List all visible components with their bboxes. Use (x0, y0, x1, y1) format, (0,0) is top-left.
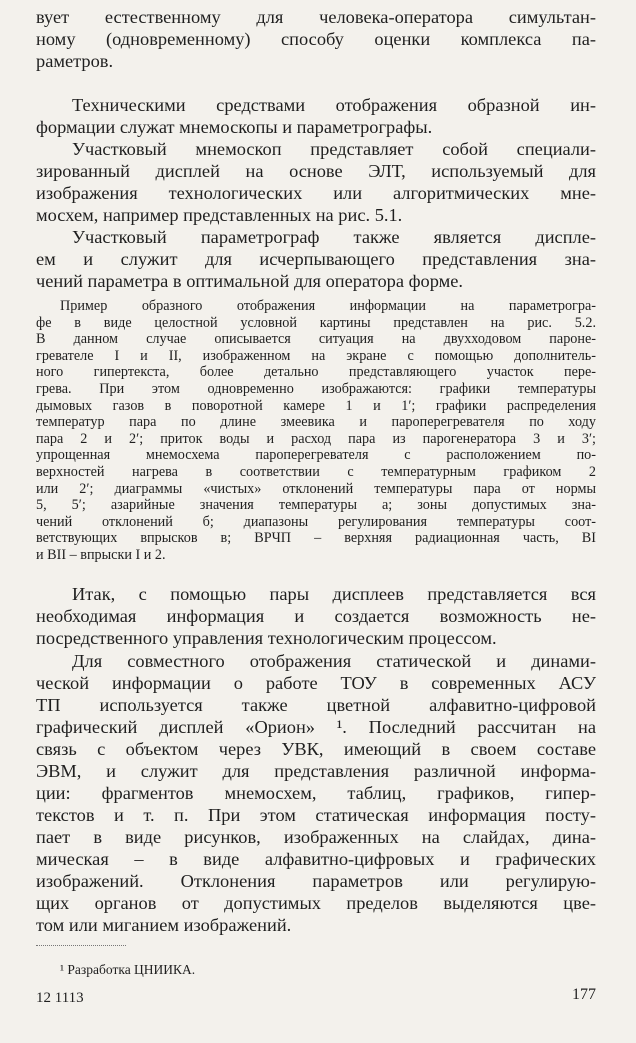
text-line: формации служат мнемоскопы и параметрографы. (36, 117, 433, 137)
text-line: грева. При этом одновременно изображаются: графики температуры (36, 381, 596, 397)
text-line: зированный дисплей на основе ЭЛТ, используемый для (36, 161, 596, 181)
page-number: 177 (572, 986, 596, 1003)
text-line: ТП используется также цветной алфавитно-цифровой (36, 695, 596, 715)
text-line: ем и служит для исчерпывающего представления зна- (36, 249, 596, 269)
text-line: упрощенная мнемосхема пароперегревателя с расположением по- (36, 447, 596, 464)
printer-signature: 12 1113 (36, 990, 84, 1006)
text-line: ЭВМ, и служит для представления различной информа- (36, 761, 596, 781)
text-line: посредственного управления технологическим процессом. (36, 628, 497, 648)
text-line: текстов и т. п. При этом статическая информация посту- (36, 805, 596, 825)
text-line: и ВII – впрыски I и 2. (36, 547, 166, 563)
text-line: ного гипертекста, более детально представляющего участок пере- (36, 364, 596, 381)
text-line: фе в виде целостной условной картины представлен на рис. 5.2. (36, 314, 596, 331)
text-line: пара 2 и 2′; приток воды и расход пара из парогенератора 3 и 3′; (36, 430, 596, 447)
text-line: мосхем, например представленных на рис. 5.1. (36, 205, 403, 225)
footnote-separator (36, 945, 126, 946)
text-line: изображений. Отклонения параметров или регулирую- (36, 871, 596, 891)
text-line: ному (одновременному) способу оценки комплекса па- (36, 29, 596, 49)
text-line: Пример образного отображения информации на параметрогра- (60, 298, 596, 314)
text-line: или 2′; диаграммы «чистых» отклонений температуры пара от нормы (36, 480, 596, 497)
text-line: В данном случае описывается ситуация на двухходовом пароне- (36, 331, 596, 348)
text-line: ции: фрагментов мнемосхем, таблиц, графиков, гипер- (36, 783, 596, 803)
text-line: щих органов от допустимых пределов выделяются цве- (36, 893, 596, 913)
text-line: Для совместного отображения статической и динами- (72, 651, 596, 671)
text-line: Участковый параметрограф также является диспле- (72, 227, 596, 247)
text-line: ческой информации о работе ТОУ в современных АСУ (36, 673, 596, 693)
text-line: том или миганием изображений. (36, 915, 292, 935)
text-line: 5, 5′; азарийные значения температуры а; зоны допустимых зна- (36, 497, 596, 514)
text-line: температур пара по длине змеевика и пароперегревателя по ходу (36, 414, 596, 431)
text-line: Техническими средствами отображения образной ин- (72, 95, 596, 115)
text-line: изображения технологических или алгоритмических мне- (36, 183, 596, 203)
text-line: ветствующих впрысков в; ВРЧП – верхняя радиационная часть, ВI (36, 530, 596, 547)
footnote: ¹ Разработка ЦНИИКА. (60, 962, 196, 977)
text-line: Участковый мнемоскоп представляет собой специали- (72, 139, 596, 159)
text-line: раметров. (36, 51, 114, 71)
text-line: необходимая информация и создается возможность не- (36, 606, 596, 626)
text-line: гревателе I и II, изображенном на экране с помощью дополнитель- (36, 347, 596, 364)
text-line: мическая – в виде алфавитно-цифровых и графических (36, 849, 596, 869)
text-line: связь с объектом через УВК, имеющий в своем составе (36, 739, 596, 759)
text-line: графический дисплей «Орион» ¹. Последний рассчитан на (36, 717, 596, 737)
text-line: верхностей нагрева в соответствии с температурным графиком 2 (36, 464, 596, 480)
text-line: чений отклонений б; диапазоны регулирования температуры соот- (36, 513, 596, 530)
text-line: чений параметра в оптимальной для оператора форме. (36, 271, 464, 291)
text-line: пает в виде рисунков, изображенных на слайдах, дина- (36, 827, 596, 847)
text-line: вует естественному для человека-оператора симультан- (36, 7, 596, 27)
text-line: Итак, с помощью пары дисплеев представляется вся (72, 584, 596, 604)
text-line: дымовых газов в поворотной камере 1 и 1′; графики распределения (36, 397, 596, 414)
